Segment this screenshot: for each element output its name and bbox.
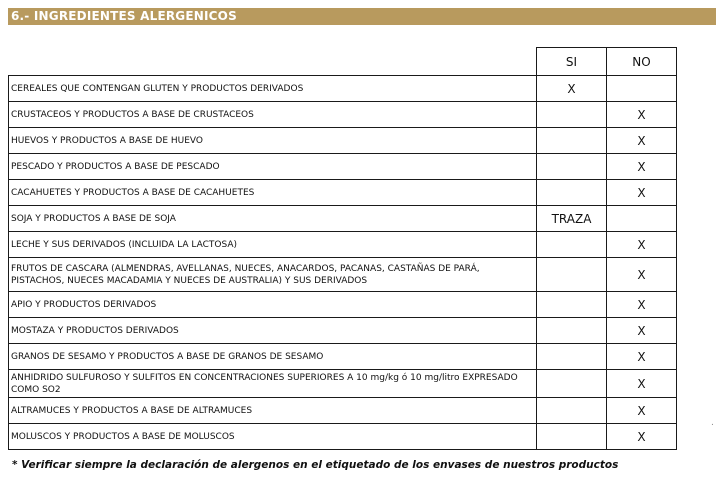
si-value: X: [537, 76, 607, 102]
si-value: [537, 424, 607, 450]
allergen-label: ANHIDRIDO SULFUROSO Y SULFITOS EN CONCENTRACIONES SUPERIORES A 10 mg/kg ó 10 mg/litro EXPRESADO COMO SO2: [9, 370, 537, 398]
table-row: [9, 398, 677, 424]
si-value: [537, 128, 607, 154]
allergen-label: ALTRAMUCES Y PRODUCTOS A BASE DE ALTRAMUCES: [9, 398, 537, 424]
si-value: [537, 318, 607, 344]
table-row: [9, 424, 677, 450]
allergen-label: PESCADO Y PRODUCTOS A BASE DE PESCADO: [9, 154, 537, 180]
no-value: X: [607, 398, 677, 424]
allergen-label: MOLUSCOS Y PRODUCTOS A BASE DE MOLUSCOS: [9, 424, 537, 450]
no-value: X: [607, 424, 677, 450]
footnote: * Verificar siempre la declaración de alergenos en el etiquetado de los envases de nuestros productos: [12, 459, 619, 471]
table-row: [9, 292, 677, 318]
no-value: X: [607, 154, 677, 180]
header-corner: [9, 48, 537, 76]
no-value: X: [607, 344, 677, 370]
table-row: [9, 102, 677, 128]
table-row: [9, 318, 677, 344]
no-value: X: [607, 232, 677, 258]
no-value: X: [607, 180, 677, 206]
no-value: X: [607, 292, 677, 318]
no-value: X: [607, 370, 677, 398]
allergen-label: FRUTOS DE CASCARA (ALMENDRAS, AVELLANAS, NUECES, ANACARDOS, PACANAS, CASTAÑAS DE PARÁ, PISTACHOS, NUECES MACADAMIA Y NUECES DE AUSTRALIA) Y SUS DERIVADOS: [9, 258, 537, 292]
column-header-si: SI: [537, 48, 607, 76]
table-row: [9, 128, 677, 154]
allergen-label: CRUSTACEOS Y PRODUCTOS A BASE DE CRUSTACEOS: [9, 102, 537, 128]
table-row: [9, 344, 677, 370]
si-value: [537, 102, 607, 128]
allergen-table: [8, 47, 677, 450]
si-value: [537, 370, 607, 398]
allergen-label: CEREALES QUE CONTENGAN GLUTEN Y PRODUCTOS DERIVADOS: [9, 76, 537, 102]
table-row: [9, 258, 677, 292]
allergen-label: CACAHUETES Y PRODUCTOS A BASE DE CACAHUETES: [9, 180, 537, 206]
table-row: [9, 232, 677, 258]
table-row: [9, 76, 677, 102]
no-value: X: [607, 318, 677, 344]
no-value: X: [607, 128, 677, 154]
si-value: [537, 292, 607, 318]
si-value: [537, 180, 607, 206]
si-value: [537, 232, 607, 258]
allergen-label: APIO Y PRODUCTOS DERIVADOS: [9, 292, 537, 318]
allergen-label: LECHE Y SUS DERIVADOS (INCLUIDA LA LACTOSA): [9, 232, 537, 258]
column-header-no: NO: [607, 48, 677, 76]
no-value: X: [607, 102, 677, 128]
no-value: X: [607, 258, 677, 292]
no-value: [607, 76, 677, 102]
allergen-label: GRANOS DE SESAMO Y PRODUCTOS A BASE DE GRANOS DE SESAMO: [9, 344, 537, 370]
allergen-label: SOJA Y PRODUCTOS A BASE DE SOJA: [9, 206, 537, 232]
si-value: [537, 258, 607, 292]
margin-mark: .: [711, 418, 714, 428]
si-value: [537, 344, 607, 370]
table-row: [9, 154, 677, 180]
section-title: 6.- INGREDIENTES ALERGENICOS: [8, 8, 716, 25]
si-value: [537, 398, 607, 424]
si-value: [537, 154, 607, 180]
allergen-label: HUEVOS Y PRODUCTOS A BASE DE HUEVO: [9, 128, 537, 154]
si-value: TRAZA: [537, 206, 607, 232]
no-value: [607, 206, 677, 232]
allergen-label: MOSTAZA Y PRODUCTOS DERIVADOS: [9, 318, 537, 344]
table-row: [9, 370, 677, 398]
table-row: [9, 206, 677, 232]
table-row: [9, 180, 677, 206]
table-header-row: [9, 48, 677, 76]
